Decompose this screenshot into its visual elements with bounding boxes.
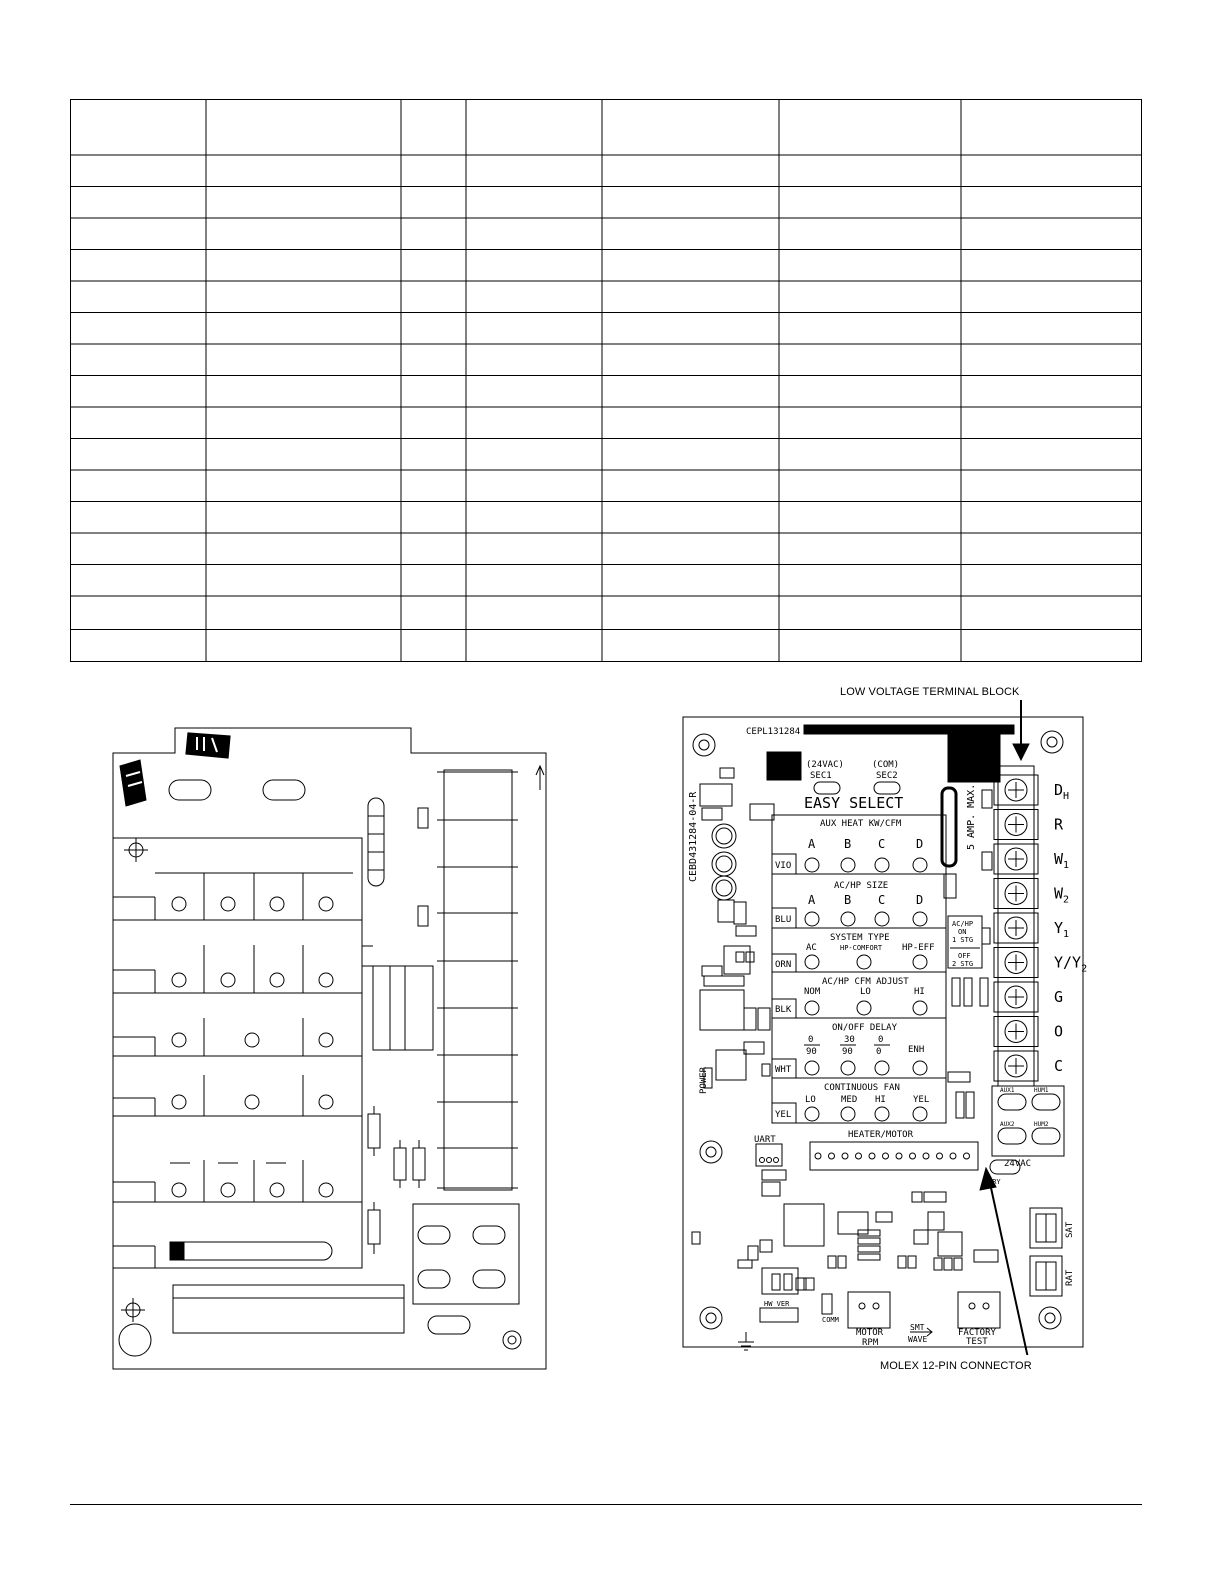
jp3-connector bbox=[848, 1292, 890, 1328]
screw-slot bbox=[1008, 1058, 1024, 1074]
transformer bbox=[373, 966, 433, 1050]
delay-option: 90 bbox=[842, 1047, 853, 1057]
jumper-pin bbox=[841, 1061, 855, 1075]
hum-label: HUM2 bbox=[1034, 1121, 1049, 1128]
sat-label: SAT bbox=[1065, 1221, 1075, 1238]
diode bbox=[413, 1148, 425, 1180]
cfm-adjust-wire: BLK bbox=[775, 1005, 792, 1015]
mounting-hole bbox=[1039, 1307, 1061, 1329]
terminal-block bbox=[413, 1204, 519, 1304]
stage-select-label: ON bbox=[958, 928, 967, 936]
jumper-pin bbox=[875, 1107, 889, 1121]
screw-slot bbox=[1008, 817, 1024, 833]
fuse-note: 5 AMP. MAX. bbox=[966, 783, 977, 850]
connector-pin bbox=[856, 1153, 862, 1159]
stage-select-label: OFF bbox=[958, 952, 971, 960]
mounting-hole bbox=[700, 1307, 722, 1329]
board-part-number: CEPL131284 bbox=[746, 727, 801, 737]
ul-logo bbox=[186, 733, 230, 758]
easy-select-title: EASY SELECT bbox=[804, 794, 904, 812]
delay-title: ON/OFF DELAY bbox=[832, 1023, 898, 1033]
terminal-label: O bbox=[1054, 1022, 1064, 1041]
system-type-option: HP-EFF bbox=[902, 943, 935, 953]
uart-label: UART bbox=[754, 1135, 776, 1145]
connector-pin bbox=[923, 1153, 929, 1159]
fan-wire: YEL bbox=[775, 1110, 792, 1120]
jumper-pin bbox=[913, 1061, 927, 1075]
hw-ver-label: HW VER bbox=[764, 1300, 790, 1308]
hp-size-title: AC/HP SIZE bbox=[834, 881, 889, 891]
cfm-adjust-option: LO bbox=[860, 987, 871, 997]
jumper-pin bbox=[841, 912, 855, 926]
delay-option: 0 bbox=[876, 1047, 882, 1057]
hp-size-wire: BLU bbox=[775, 915, 792, 925]
left-board-outline bbox=[113, 728, 546, 1369]
delay-option: 90 bbox=[806, 1047, 817, 1057]
aux-heat-option: D bbox=[916, 837, 924, 851]
cfm-adjust-option: NOM bbox=[804, 987, 821, 997]
hp-size-option: B bbox=[844, 893, 852, 907]
terminal-label: C bbox=[1054, 1057, 1064, 1075]
mounting-hole bbox=[503, 1331, 521, 1349]
delay-wire: WHT bbox=[775, 1065, 792, 1075]
jumper-pin bbox=[913, 955, 927, 969]
motor-label: MOTOR bbox=[856, 1328, 884, 1338]
stage-select-label: 2 STG bbox=[952, 960, 974, 968]
jumper-pin bbox=[875, 858, 889, 872]
smt-label: SMT bbox=[910, 1323, 925, 1332]
fuse bbox=[942, 788, 956, 866]
delay-option: 0 bbox=[808, 1035, 814, 1045]
jumper-pin bbox=[875, 1061, 889, 1075]
screw-slot bbox=[1008, 886, 1024, 902]
slot bbox=[428, 1316, 470, 1334]
terminal-block-callout: LOW VOLTAGE TERMINAL BLOCK bbox=[840, 686, 1020, 698]
sec2-top-label: (COM) bbox=[872, 760, 900, 770]
terminal-strip bbox=[437, 770, 518, 1190]
gry-label: GRY bbox=[988, 1178, 1001, 1186]
screw-slot bbox=[1008, 989, 1024, 1005]
fan-title: CONTINUOUS FAN bbox=[824, 1083, 900, 1093]
mounting-hole bbox=[700, 1141, 722, 1163]
diode bbox=[368, 1210, 380, 1244]
system-type-wire: ORN bbox=[775, 960, 792, 970]
jumper-pin bbox=[841, 1107, 855, 1121]
terminal-label: $Y/Y_2$ bbox=[1054, 953, 1088, 975]
component bbox=[418, 808, 428, 828]
component bbox=[418, 906, 428, 926]
low-voltage-terminal-block bbox=[994, 766, 1038, 1086]
delay-enh: ENH bbox=[908, 1045, 925, 1055]
connector-pin bbox=[815, 1153, 821, 1159]
rpm-label: RPM bbox=[862, 1338, 879, 1348]
crosshair-icon bbox=[124, 838, 148, 862]
jp5-connector bbox=[958, 1292, 1000, 1328]
terminal-label: $Y_1$ bbox=[1054, 919, 1070, 940]
sat-connector bbox=[1030, 1208, 1062, 1248]
system-type-option: HP-COMFORT bbox=[840, 944, 883, 952]
jumper-pin bbox=[875, 912, 889, 926]
jumper-pin bbox=[805, 858, 819, 872]
test-label: TEST bbox=[966, 1337, 988, 1347]
cfm-adjust-title: AC/HP CFM ADJUST bbox=[822, 977, 909, 987]
screw-slot bbox=[1008, 782, 1024, 798]
connector-pin bbox=[910, 1153, 916, 1159]
connector-pin bbox=[950, 1153, 956, 1159]
jumper-pin bbox=[913, 1107, 927, 1121]
fan-option: YEL bbox=[913, 1095, 930, 1105]
component-cluster bbox=[700, 768, 774, 1088]
cfm-adjust-option: HI bbox=[914, 987, 925, 997]
terminal-label: $D_H$ bbox=[1054, 781, 1070, 802]
heater-motor-connector bbox=[810, 1142, 978, 1170]
connector-pin bbox=[869, 1153, 875, 1159]
header-strip bbox=[804, 725, 1014, 734]
control-board-diagram bbox=[676, 690, 1090, 1355]
sec2-pad bbox=[874, 782, 900, 794]
spec-table bbox=[70, 99, 1142, 662]
jumper-pin bbox=[805, 1061, 819, 1075]
rat-connector bbox=[1030, 1256, 1062, 1296]
hp-size-option: C bbox=[878, 893, 886, 907]
comm-label: COMM bbox=[822, 1316, 839, 1324]
relay-bank bbox=[113, 838, 362, 1268]
footer-rule bbox=[70, 1504, 1142, 1505]
rat-label: RAT bbox=[1065, 1269, 1075, 1286]
ru-logo bbox=[120, 760, 146, 806]
chip-u3 bbox=[784, 1204, 824, 1246]
slot bbox=[263, 780, 305, 800]
mounting-hole bbox=[693, 734, 715, 756]
connector-pin bbox=[964, 1153, 970, 1159]
factory-label: FACTORY bbox=[958, 1328, 996, 1338]
connector-pin bbox=[829, 1153, 835, 1159]
fan-option: HI bbox=[875, 1095, 886, 1105]
aux-heat-title: AUX HEAT KW/CFM bbox=[820, 819, 902, 829]
aux-heat-option: C bbox=[878, 837, 886, 851]
hum-label: HUM1 bbox=[1034, 1087, 1049, 1094]
jumper-pin bbox=[805, 955, 819, 969]
screw-slot bbox=[1008, 920, 1024, 936]
connector-pin bbox=[896, 1153, 902, 1159]
screw-slot bbox=[1008, 955, 1024, 971]
aux-heat-wire: VIO bbox=[775, 861, 792, 871]
terminal-label: $W_1$ bbox=[1054, 850, 1070, 871]
system-type-title: SYSTEM TYPE bbox=[830, 933, 890, 943]
slot bbox=[169, 780, 211, 800]
jumper-pin bbox=[805, 1107, 819, 1121]
jumper-pin bbox=[913, 912, 927, 926]
jumper-pin bbox=[913, 858, 927, 872]
table-border bbox=[71, 100, 1142, 662]
terminal-label: $W_2$ bbox=[1054, 884, 1070, 906]
terminal-label: R bbox=[1054, 815, 1064, 834]
table-grid bbox=[70, 99, 1142, 662]
sec1-top-label: (24VAC) bbox=[806, 760, 844, 770]
hp-size-option: D bbox=[916, 893, 924, 907]
jumper-pin bbox=[913, 1001, 927, 1015]
power-label: POWER bbox=[699, 1066, 709, 1094]
coil bbox=[368, 798, 384, 886]
connector-pin bbox=[937, 1153, 943, 1159]
vac-label: 24VAC bbox=[1004, 1159, 1032, 1169]
arrow-up-icon bbox=[536, 766, 544, 790]
mounting-hole bbox=[1041, 731, 1063, 753]
aux-heat-option: A bbox=[808, 837, 816, 851]
screw-slot bbox=[1008, 1024, 1024, 1040]
heater-motor-label: HEATER/MOTOR bbox=[848, 1130, 914, 1140]
diode bbox=[368, 1114, 380, 1148]
hp-size-option: A bbox=[808, 893, 816, 907]
stage-select-label: 1 STG bbox=[952, 936, 974, 944]
molex-callout: MOLEX 12-PIN CONNECTOR bbox=[880, 1360, 1032, 1372]
jumper-pin bbox=[841, 858, 855, 872]
connector-pin bbox=[842, 1153, 848, 1159]
crosshair-icon bbox=[121, 1298, 145, 1322]
diode bbox=[394, 1148, 406, 1180]
delay-option: 0 bbox=[878, 1035, 884, 1045]
sec2-label: SEC2 bbox=[876, 771, 898, 781]
terminal-label: G bbox=[1054, 988, 1064, 1006]
aux-heat-option: B bbox=[844, 837, 852, 851]
board-code: CEBD431284-04-R bbox=[688, 791, 699, 882]
sec1-pad bbox=[814, 782, 840, 794]
screw-slot bbox=[1008, 851, 1024, 867]
jumper-pin bbox=[805, 912, 819, 926]
connector-pin bbox=[883, 1153, 889, 1159]
system-type-option: AC bbox=[806, 943, 817, 953]
stage-select-label: AC/HP bbox=[952, 920, 974, 928]
label-bar bbox=[173, 1285, 404, 1333]
jumper-pin bbox=[857, 955, 871, 969]
jumper-pin bbox=[805, 1001, 819, 1015]
fan-option: LO bbox=[805, 1095, 816, 1105]
jumper-pin bbox=[857, 1001, 871, 1015]
fan-option: MED bbox=[841, 1095, 858, 1105]
left-board-diagram bbox=[100, 720, 560, 1380]
mounting-hole bbox=[119, 1324, 151, 1356]
hum-label: AUX2 bbox=[1000, 1121, 1015, 1128]
sec1-label: SEC1 bbox=[810, 771, 832, 781]
wave-label: WAVE bbox=[908, 1335, 928, 1344]
delay-option: 30 bbox=[844, 1035, 855, 1045]
hum-label: AUX1 bbox=[1000, 1087, 1015, 1094]
